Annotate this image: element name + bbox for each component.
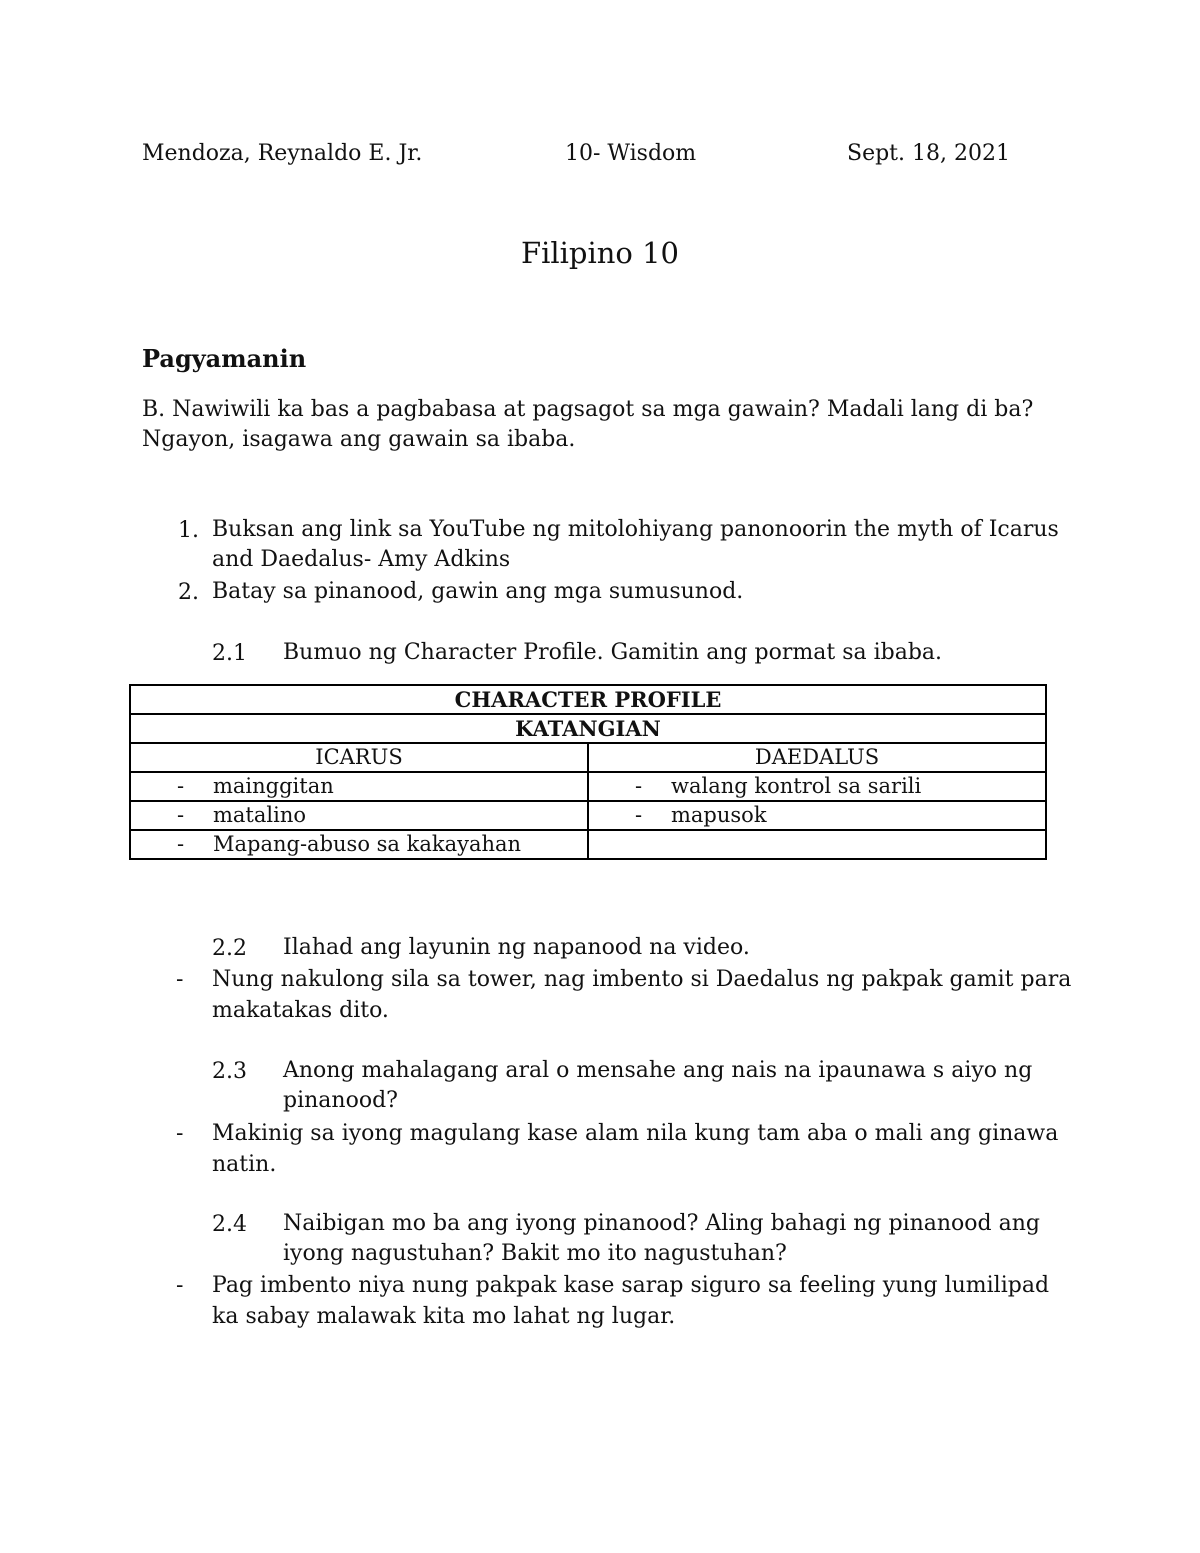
empty-cell [588,830,1046,859]
answer-dash: - [176,1273,184,1298]
question-2-2-text: Ilahad ang layunin ng napanood na video. [283,935,750,960]
bullet-dash: - [177,774,185,798]
answer-dash: - [176,1121,184,1146]
bullet-dash: - [177,832,185,856]
table-row [130,772,1046,801]
sub-2-1-text: Bumuo ng Character Profile. Gamitin ang pormat sa ibaba. [283,640,943,665]
bullet-dash: - [635,803,643,827]
intro-paragraph: B. Nawiwili ka bas a pagbabasa at pagsagot sa mga gawain? Madali lang di ba? Ngayon, isagawa ang gawain sa ibaba. [142,397,1034,452]
step-1-number: 1. [178,518,199,543]
icarus-trait: Mapang-abuso sa kakayahan [213,832,522,856]
answer-2-3: Makinig sa iyong magulang kase alam nila kung tam aba o mali ang ginawa natin. [212,1121,1059,1177]
table-row [130,830,1046,859]
question-2-3-text: Anong mahalagang aral o mensahe ang nais na ipaunawa s aiyo ng pinanood? [283,1058,1033,1113]
question-2-4-text: Naibigan mo ba ang iyong pinanood? Aling bahagi ng pinanood ang iyong nagustuhan? Bakit mo ito nagustuhan? [283,1211,1040,1266]
table-row [130,801,1046,830]
student-section: 10- Wisdom [565,141,697,166]
sub-2-1-number: 2.1 [212,641,247,666]
question-2-3-number: 2.3 [212,1059,247,1084]
answer-2-2: Nung nakulong sila sa tower, nag imbento si Daedalus ng pakpak gamit para makatakas dito. [212,967,1072,1023]
column-header-icarus: ICARUS [130,743,588,772]
icarus-trait: matalino [213,803,306,827]
daedalus-trait: mapusok [671,803,767,827]
question-2-4-number: 2.4 [212,1212,247,1237]
table-subtitle: KATANGIAN [130,714,1046,743]
table-title: CHARACTER PROFILE [130,685,1046,714]
bullet-dash: - [635,774,643,798]
step-2-text: Batay sa pinanood, gawin ang mga sumusunod. [212,579,744,604]
column-header-daedalus: DAEDALUS [588,743,1046,772]
step-2-number: 2. [178,580,199,605]
character-profile-table [129,684,1047,860]
answer-dash: - [176,967,184,992]
page-title: Filipino 10 [520,236,680,270]
section-heading: Pagyamanin [142,344,307,373]
student-name: Mendoza, Reynaldo E. Jr. [142,141,423,166]
bullet-dash: - [177,803,185,827]
document-date: Sept. 18, 2021 [847,141,1010,166]
daedalus-trait: walang kontrol sa sarili [671,774,922,798]
step-1-text: Buksan ang link sa YouTube ng mitolohiyang panonoorin the myth of Icarus and Daedalus- Amy Adkins [212,517,1059,572]
icarus-trait: mainggitan [213,774,334,798]
answer-2-4: Pag imbento niya nung pakpak kase sarap siguro sa feeling yung lumilipad ka sabay malawak kita mo lahat ng lugar. [212,1273,1050,1329]
question-2-2-number: 2.2 [212,936,247,961]
